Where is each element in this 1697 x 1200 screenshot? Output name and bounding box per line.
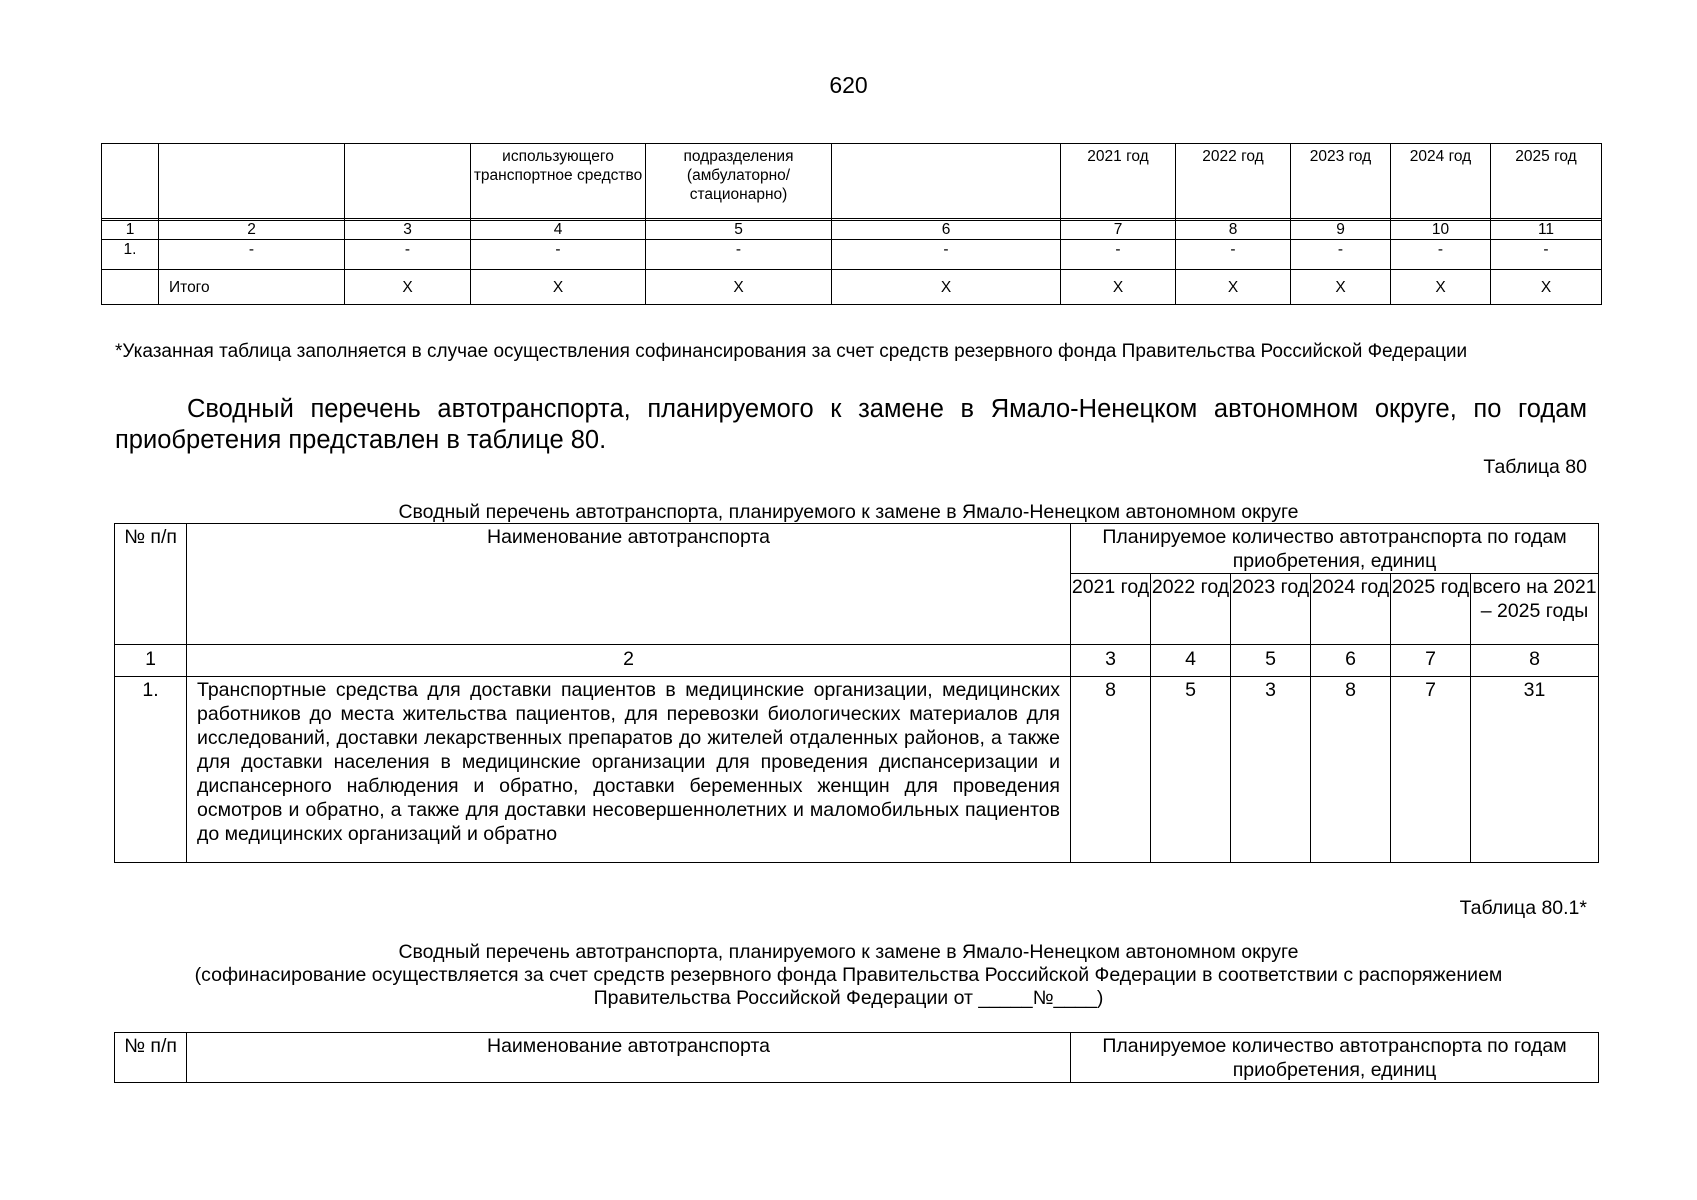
header-cell: [102, 144, 159, 219]
header-cell: использующего транспортное средство: [471, 144, 646, 219]
number-cell: 7: [1391, 645, 1471, 677]
table-cell: X: [345, 270, 471, 305]
year-header: 2025 год: [1391, 574, 1471, 645]
column-name-header: Наименование автотранспорта: [187, 1033, 1071, 1083]
value-cell: 3: [1231, 677, 1311, 863]
header-cell: [159, 144, 345, 219]
number-cell: 8: [1471, 645, 1599, 677]
number-cell: 7: [1061, 221, 1176, 240]
table-cell: -: [832, 240, 1061, 270]
table-cell: [102, 270, 159, 305]
number-cell: 6: [832, 221, 1061, 240]
header-cell: 2021 год: [1061, 144, 1176, 219]
column-name-header: Наименование автотранспорта: [187, 524, 1071, 645]
table-80-caption: Сводный перечень автотранспорта, планируемого к замене в Ямало-Ненецком автономном округе: [398, 501, 1299, 523]
column-number-header: № п/п: [115, 1033, 187, 1083]
header-cell: [832, 144, 1061, 219]
number-cell: 5: [646, 221, 832, 240]
table-80-1-caption: [0, 941, 1697, 1010]
table-cell: -: [1491, 240, 1602, 270]
table-header-row: [115, 1033, 1599, 1083]
number-cell: 4: [471, 221, 646, 240]
table-cell: -: [646, 240, 832, 270]
table-cell: X: [1061, 270, 1176, 305]
number-cell: 3: [1071, 645, 1151, 677]
table-cell: -: [159, 240, 345, 270]
value-cell: 7: [1391, 677, 1471, 863]
total-row: [102, 270, 1602, 305]
total-label: Итого: [159, 270, 345, 305]
table-cell: X: [1491, 270, 1602, 305]
number-cell: 4: [1151, 645, 1231, 677]
table-cell: X: [646, 270, 832, 305]
column-plan-header: Планируемое количество автотранспорта по годам приобретения, единиц: [1071, 524, 1599, 574]
column-number-row: [102, 221, 1602, 240]
year-header: 2024 год: [1311, 574, 1391, 645]
number-cell: 2: [187, 645, 1071, 677]
year-header: 2021 год: [1071, 574, 1151, 645]
header-cell: подразделения (амбулаторно/ стационарно): [646, 144, 832, 219]
header-cell: [345, 144, 471, 219]
caption-line: Правительства Российской Федерации от _____№____): [593, 987, 1104, 1009]
column-number-row: [115, 645, 1599, 677]
table-row: [102, 240, 1602, 270]
header-cell: 2024 год: [1391, 144, 1491, 219]
number-cell: 3: [345, 221, 471, 240]
continuation-table: [101, 143, 1602, 305]
table-cell: -: [1061, 240, 1176, 270]
table-cell: -: [1176, 240, 1291, 270]
body-paragraph: Сводный перечень автотранспорта, планируемого к замене в Ямало-Ненецком автономном округе, по годам приобретения представлен в таблице 80.: [115, 395, 1587, 454]
table-header-row: [102, 144, 1602, 219]
caption-line: Сводный перечень автотранспорта, планируемого к замене в Ямало-Ненецком автономном округе: [398, 941, 1299, 963]
header-cell: 2025 год: [1491, 144, 1602, 219]
year-header: 2022 год: [1151, 574, 1231, 645]
table-80-1-label: Таблица 80.1*: [1459, 897, 1587, 919]
total-value-cell: 31: [1471, 677, 1599, 863]
page-number: 620: [829, 72, 868, 98]
value-cell: 8: [1311, 677, 1391, 863]
row-number: 1.: [115, 677, 187, 863]
vehicle-description: Транспортные средства для доставки пациентов в медицинские организации, медицинских работников до места жительства пациентов, для перевозки биологических материалов для исследований, доставки лекарственных препаратов до жителей отдаленных районов, а также для доставки населения в медицинские организации для проведения диспансеризации и диспансерного наблюдения и обратно, доставки беременных женщин для проведения осмотров и обратно, а также для доставки несовершеннолетних и маломобильных пациентов до медицинских организаций и обратно: [187, 677, 1071, 863]
table-cell: X: [832, 270, 1061, 305]
footnote: *Указанная таблица заполняется в случае осуществления софинансирования за счет средств резервного фонда Правительства Российской Федерации: [115, 341, 1468, 362]
total-header: всего на 2021 – 2025 годы: [1471, 574, 1599, 645]
table-cell: X: [471, 270, 646, 305]
column-number-header: № п/п: [115, 524, 187, 645]
table-80-label: Таблица 80: [1483, 456, 1587, 478]
table-cell: -: [471, 240, 646, 270]
number-cell: 6: [1311, 645, 1391, 677]
table-cell: -: [1291, 240, 1391, 270]
column-plan-header: Планируемое количество автотранспорта по годам приобретения, единиц: [1071, 1033, 1599, 1083]
header-cell: 2023 год: [1291, 144, 1391, 219]
value-cell: 8: [1071, 677, 1151, 863]
table-cell: 1.: [102, 240, 159, 270]
number-cell: 9: [1291, 221, 1391, 240]
caption-line: (софинасирование осуществляется за счет средств резервного фонда Правительства Российской Федерации в соответствии с распоряжением: [194, 964, 1503, 986]
number-cell: 5: [1231, 645, 1311, 677]
table-cell: X: [1391, 270, 1491, 305]
table-80: [114, 523, 1599, 863]
table-row: [115, 677, 1599, 863]
table-header-row: [115, 524, 1599, 574]
year-header: 2023 год: [1231, 574, 1311, 645]
value-cell: 5: [1151, 677, 1231, 863]
number-cell: 10: [1391, 221, 1491, 240]
table-80-1: [114, 1032, 1599, 1083]
number-cell: 1: [115, 645, 187, 677]
number-cell: 8: [1176, 221, 1291, 240]
table-cell: X: [1176, 270, 1291, 305]
number-cell: 11: [1491, 221, 1602, 240]
number-cell: 1: [102, 221, 159, 240]
table-cell: -: [1391, 240, 1491, 270]
table-cell: -: [345, 240, 471, 270]
header-cell: 2022 год: [1176, 144, 1291, 219]
table-cell: X: [1291, 270, 1391, 305]
number-cell: 2: [159, 221, 345, 240]
